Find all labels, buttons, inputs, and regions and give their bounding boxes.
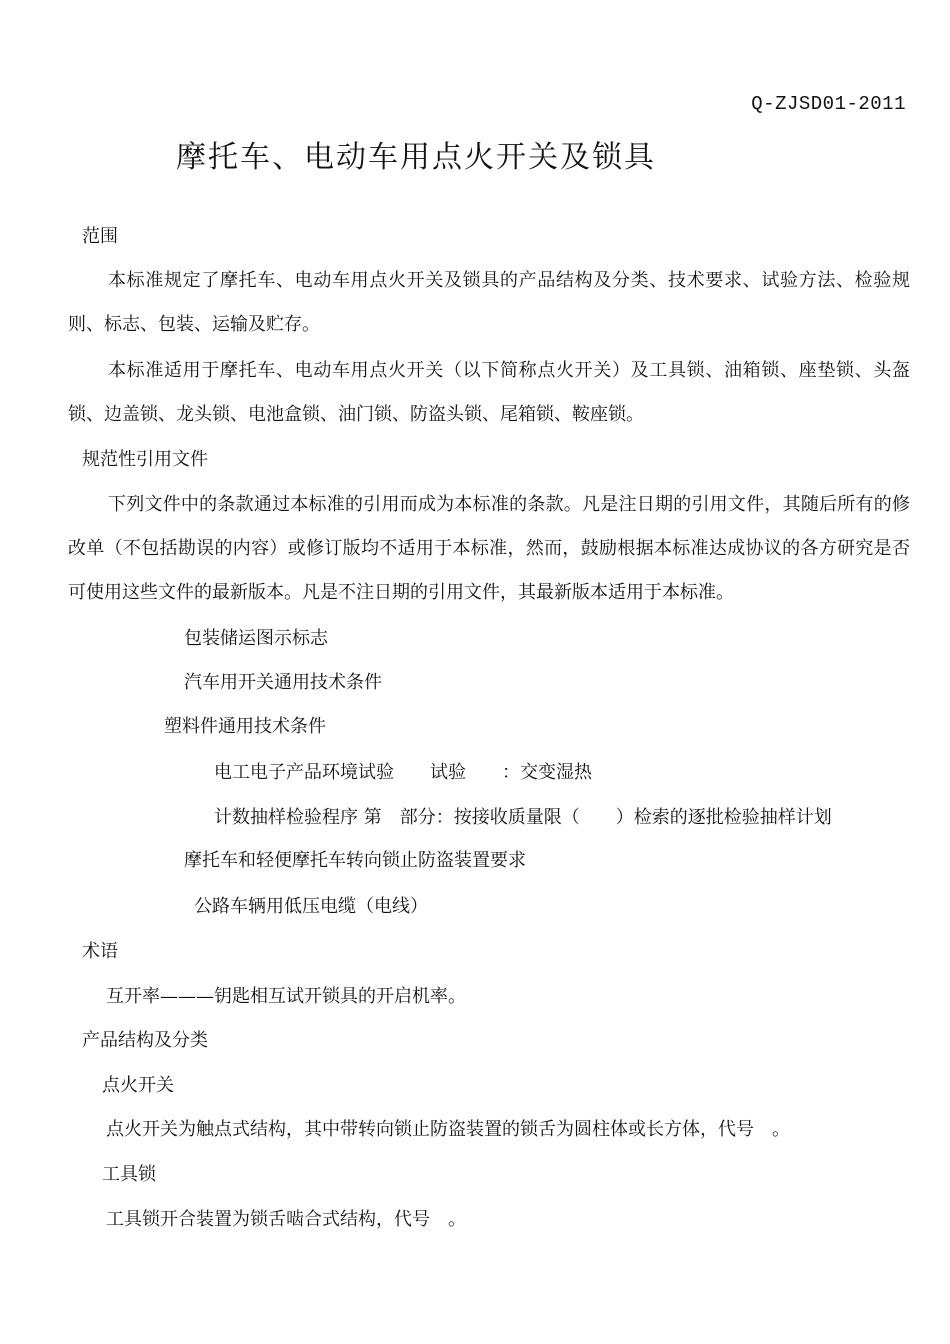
section-heading-references: 规范性引用文件	[82, 449, 208, 470]
reference-item: 电工电子产品环境试验 试验 ：交变湿热	[214, 762, 592, 783]
reference-item: 计数抽样检验程序 第 部分：按接收质量限（ ）检索的逐批检验抽样计划	[214, 807, 832, 828]
section-heading-structure: 产品结构及分类	[82, 1030, 208, 1051]
document-title: 摩托车、电动车用点火开关及锁具	[176, 140, 656, 175]
reference-item: 包装储运图示标志	[184, 628, 328, 649]
reference-item: 公路车辆用低压电缆（电线）	[194, 896, 428, 917]
tool-lock-description: 工具锁开合装置为锁舌啮合式结构，代号 。	[106, 1209, 466, 1230]
document-code: Q-ZJSD01-2011	[751, 93, 906, 115]
scope-paragraph-1: 本标准规定了摩托车、电动车用点火开关及锁具的产品结构及分类、技术要求、试验方法、检验规则、标志、包装、运输及贮存。	[68, 270, 910, 335]
subsection-heading-tool-lock: 工具锁	[102, 1164, 156, 1185]
section-heading-scope: 范围	[82, 226, 118, 247]
subsection-heading-ignition: 点火开关	[102, 1075, 174, 1096]
ignition-description: 点火开关为触点式结构，其中带转向锁止防盗装置的锁舌为圆柱体或长方体，代号 。	[106, 1119, 790, 1140]
reference-item: 摩托车和轻便摩托车转向锁止防盗装置要求	[184, 850, 526, 871]
terms-definition: 互开率———钥匙相互试开锁具的开启机率。	[106, 986, 466, 1007]
section-heading-terms: 术语	[82, 941, 118, 962]
scope-paragraph-2: 本标准适用于摩托车、电动车用点火开关（以下简称点火开关）及工具锁、油箱锁、座垫锁、头盔锁、边盖锁、龙头锁、电池盒锁、油门锁、防盗头锁、尾箱锁、鞍座锁。	[68, 360, 910, 425]
references-paragraph: 下列文件中的条款通过本标准的引用而成为本标准的条款。凡是注日期的引用文件，其随后所有的修改单（不包括勘误的内容）或修订版均不适用于本标准，然而，鼓励根据本标准达成协议的各方研究是否可使用这些文件的最新版本。凡是不注日期的引用文件，其最新版本适用于本标准。	[68, 494, 910, 603]
reference-item: 塑料件通用技术条件	[164, 716, 326, 737]
reference-item: 汽车用开关通用技术条件	[184, 672, 382, 693]
